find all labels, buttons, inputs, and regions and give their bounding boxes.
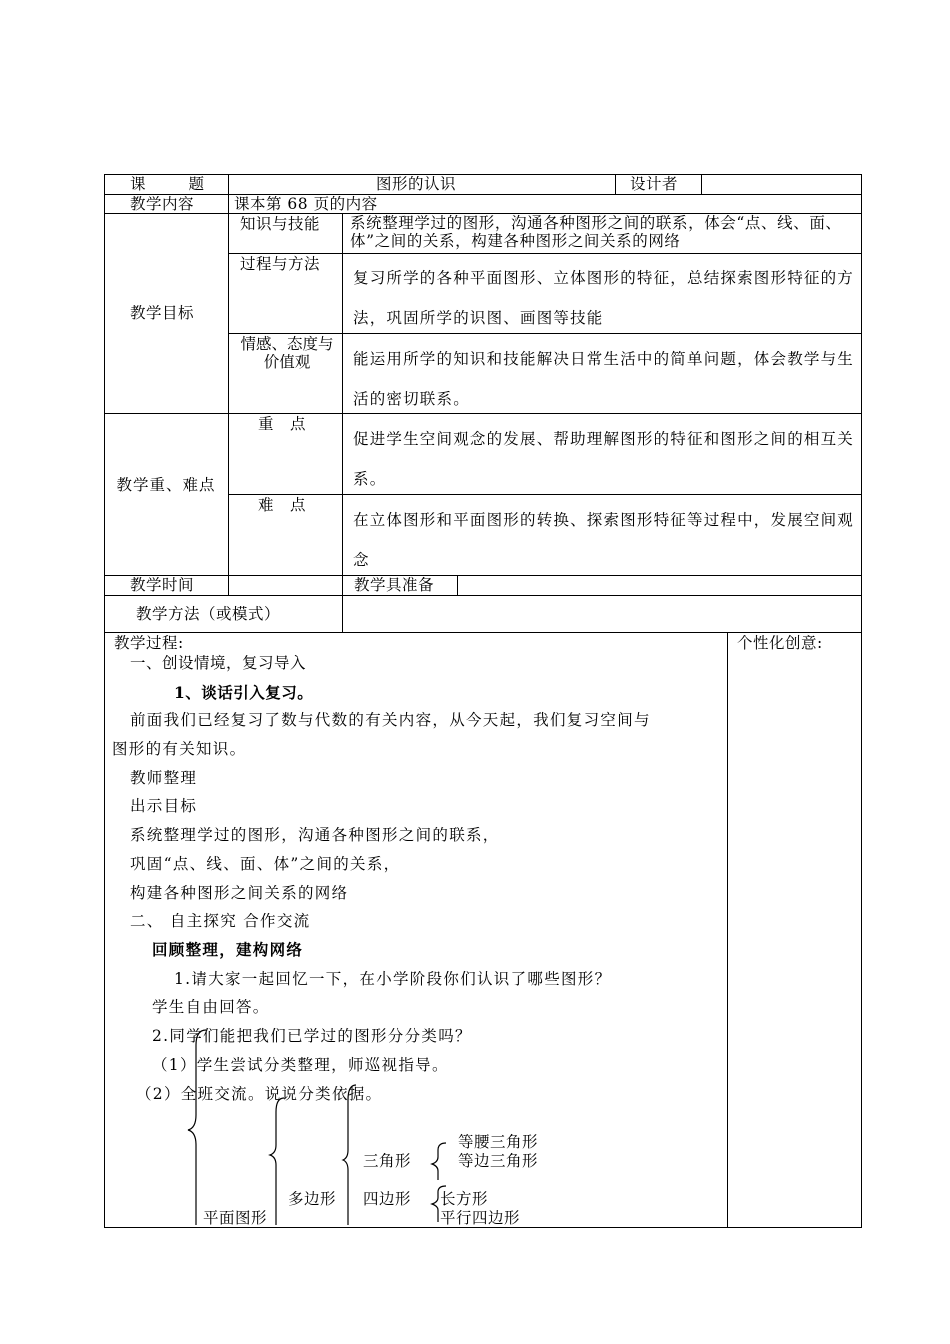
process-line: （2）全班交流。说说分类依据。 [136,1085,383,1103]
process-line: 前面我们已经复习了数与代数的有关内容，从今天起，我们复习空间与 [130,711,651,729]
content-value: 课本第 68 页的内容 [234,195,378,213]
tree-isosceles: 等腰三角形 [458,1133,539,1151]
content-label: 教学内容 [130,195,195,213]
tree-equilateral: 等边三角形 [458,1152,539,1170]
process-line: 一、创设情境，复习导入 [130,654,307,672]
subject-label: 课 题 [130,175,209,193]
tree-root: 平面图形 [203,1209,268,1227]
time-label: 教学时间 [130,576,195,594]
process-title: 教学过程: [114,634,184,652]
brace-triangle [432,1143,446,1180]
process-line: 1、谈话引入复习。 [174,683,314,702]
process-line: 图形的有关知识。 [112,740,247,758]
process-line: 学生自由回答。 [152,998,270,1016]
key-point-label: 重 点 [258,415,307,433]
brace-level1 [270,1098,284,1225]
process-line: 巩固“点、线、面、体”之间的关系， [130,855,401,873]
objective-text-process: 复习所学的各种平面图形、立体图形的特征，总结探索图形特征的方法，巩固所学的识图、画图等技能 [353,269,855,327]
objective-label-process: 过程与方法 [240,255,321,273]
process-line: 出示目标 [130,797,198,815]
tree-parallelogram: 平行四边形 [440,1209,521,1227]
process-line: 二、 自主探究 合作交流 [130,912,311,930]
objective-label-knowledge: 知识与技能 [240,215,321,233]
difficulty-label: 难 点 [258,496,307,514]
tree-triangle: 三角形 [363,1152,412,1170]
process-line: 2.同学们能把我们已学过的图形分分类吗？ [152,1027,472,1045]
subject-value: 图形的认识 [376,175,457,193]
designer-label: 设计者 [630,175,679,193]
brace-root [188,1030,206,1225]
tree-rectangle: 长方形 [440,1190,489,1208]
tree-polygon: 多边形 [288,1190,337,1208]
key-point-text: 促进学生空间观念的发展、帮助理解图形的特征和图形之间的相互关系。 [353,430,855,488]
process-line: 回顾整理，建构网络 [152,940,304,959]
objective-text-knowledge: 系统整理学过的图形，沟通各种图形之间的联系，体会“点、线、面、体”之间的关系，构建各种图形之间关系的网络 [350,214,842,250]
focus-label: 教学重、难点 [116,476,216,494]
tools-label: 教学具准备 [354,576,435,594]
difficulty-text: 在立体图形和平面图形的转换、探索图形特征等过程中，发展空间观念 [353,511,855,569]
process-line: 教师整理 [130,769,198,787]
personal-label: 个性化创意: [737,634,823,652]
process-line: 系统整理学过的图形，沟通各种图形之间的联系， [130,826,500,844]
method-label: 教学方法（或模式） [136,605,281,623]
process-line: 1.请大家一起回忆一下，在小学阶段你们认识了哪些图形？ [174,970,612,988]
objectives-label: 教学目标 [130,304,195,322]
process-line: （1）学生尝试分类整理，师巡视指导。 [152,1056,449,1074]
process-line: 构建各种图形之间关系的网络 [130,884,349,902]
brace-level2 [343,1085,356,1225]
tree-quad: 四边形 [363,1190,412,1208]
objective-text-attitude: 能运用所学的知识和技能解决日常生活中的简单问题，体会教学与生活的密切联系。 [353,350,855,408]
objective-label-attitude: 情感、态度与价值观 [240,335,334,371]
